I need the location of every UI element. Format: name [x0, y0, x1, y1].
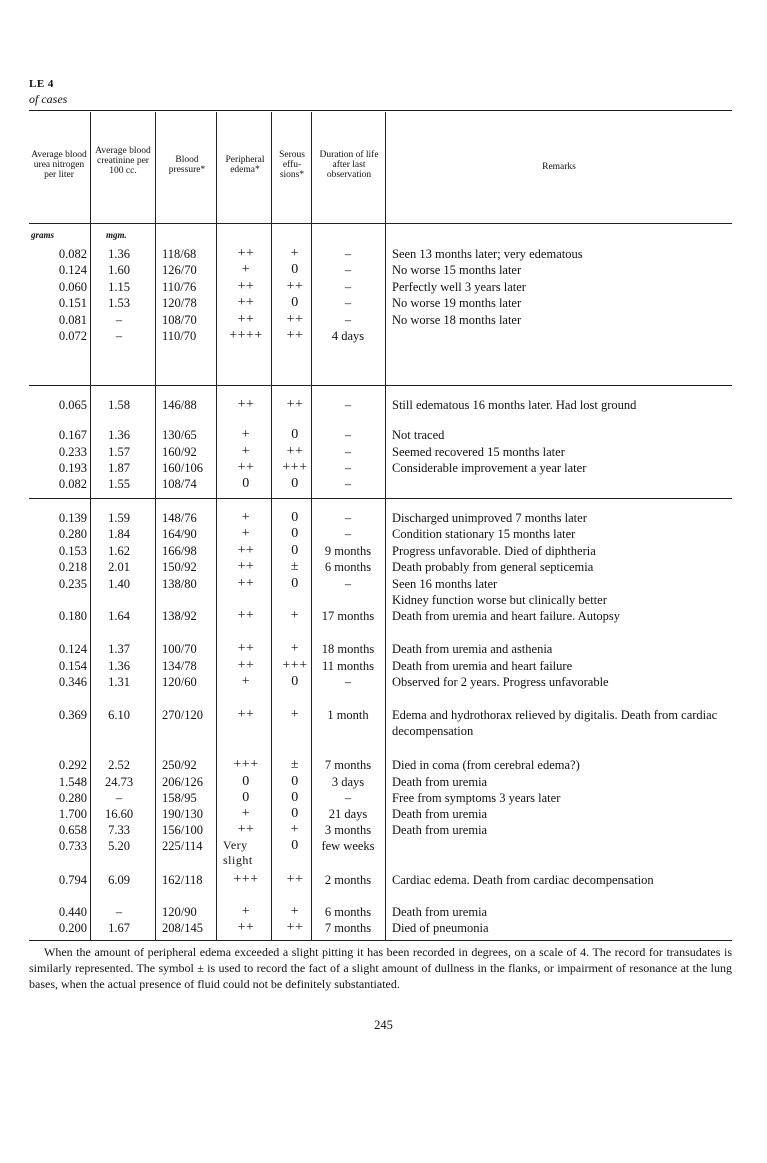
cell-serous: 0 [291, 674, 299, 689]
cell-edema: Very slight [223, 838, 253, 867]
cell-edema: ++ [237, 920, 255, 935]
cell-remarks: Death from uremia and heart failure. Autopsy [392, 609, 621, 623]
cell-serous: + [290, 707, 300, 722]
cell-remarks: Seen 16 months later [392, 577, 498, 591]
table-row [29, 328, 732, 344]
cell-serous: ++ [286, 312, 304, 327]
table-row [29, 774, 732, 790]
cell-edema: + [241, 806, 251, 821]
cell-remarks: Death from uremia and heart failure [392, 659, 573, 673]
cell-edema: +++ [233, 757, 259, 772]
cell-bp: 130/65 [162, 428, 197, 442]
cell-creat: 5.20 [108, 839, 130, 853]
cell-bun: 0.200 [58, 921, 87, 935]
cell-bp: 164/90 [162, 527, 197, 541]
cell-bp: 108/74 [162, 477, 197, 491]
cell-creat: 1.87 [108, 461, 130, 475]
cell-edema: + [241, 444, 251, 459]
cell-remarks: Death probably from general septicemia [392, 560, 594, 574]
cell-bun: 0.065 [58, 398, 87, 412]
cell-serous: 0 [291, 427, 299, 442]
cell-bp: 190/130 [162, 807, 203, 821]
cell-serous: + [290, 246, 300, 261]
cell-dur: – [344, 675, 352, 689]
cell-edema: 0 [242, 476, 250, 491]
cell-dur: – [344, 296, 352, 310]
cell-serous: 0 [291, 295, 299, 310]
table-row [29, 592, 732, 608]
cell-bun: 0.124 [58, 263, 87, 277]
cell-serous: ++ [286, 397, 304, 412]
cell-edema: ++ [237, 312, 255, 327]
cell-remarks: Free from symptoms 3 years later [392, 791, 561, 805]
cell-bp: 208/145 [162, 921, 203, 935]
cell-creat: 1.60 [108, 263, 130, 277]
cell-serous: 0 [291, 262, 299, 277]
cell-creat: 1.64 [108, 609, 130, 623]
cell-bp: 162/118 [162, 873, 203, 887]
cell-remarks: No worse 15 months later [392, 263, 522, 277]
cell-bun: 0.733 [58, 839, 87, 853]
cell-bun: 0.153 [58, 544, 87, 558]
cell-bun: 0.180 [58, 609, 87, 623]
cell-edema: ++ [237, 707, 255, 722]
cell-creat: 16.60 [104, 807, 134, 821]
table-row [29, 427, 732, 443]
cell-creat: 1.31 [108, 675, 130, 689]
table-row [29, 806, 732, 822]
cell-edema: +++ [233, 872, 259, 887]
section-rule [29, 498, 732, 499]
cell-remarks: Seemed recovered 15 months later [392, 445, 565, 459]
cell-bp: 110/76 [162, 280, 197, 294]
cell-dur: – [344, 247, 352, 261]
cell-serous: ++ [286, 444, 304, 459]
cell-serous: ± [290, 757, 300, 772]
units-creatinine: mgm. [106, 230, 127, 240]
cell-edema: ++ [237, 246, 255, 261]
cell-serous: 0 [291, 790, 299, 805]
cell-serous: +++ [282, 460, 308, 475]
cell-creat: 7.33 [108, 823, 130, 837]
cell-remarks: Death from uremia [392, 823, 488, 837]
table-row [29, 790, 732, 806]
cell-bp: 158/95 [162, 791, 197, 805]
table-row [29, 757, 732, 773]
cell-remarks: Death from uremia and asthenia [392, 642, 553, 656]
cell-bp: 166/98 [162, 544, 197, 558]
cell-bun: 0.060 [58, 280, 87, 294]
cell-bun: 0.081 [58, 313, 87, 327]
cell-dur: 17 months [321, 609, 375, 623]
cell-dur: 1 month [327, 708, 369, 722]
cell-remarks: Considerable improvement a year later [392, 461, 587, 475]
table-row [29, 295, 732, 311]
cell-edema: ++ [237, 295, 255, 310]
cell-remarks: Died of pneumonia [392, 921, 489, 935]
cell-bun: 0.151 [58, 296, 87, 310]
table-row [29, 674, 732, 690]
cell-bun: 0.218 [58, 560, 87, 574]
cell-dur: – [344, 263, 352, 277]
cell-dur: – [344, 477, 352, 491]
cell-dur: – [344, 428, 352, 442]
cell-bun: 0.658 [58, 823, 87, 837]
cell-dur: 7 months [324, 758, 372, 772]
cell-dur: – [344, 511, 352, 525]
table-row [29, 262, 732, 278]
table-row [29, 608, 732, 624]
top-rule [29, 110, 732, 111]
cell-edema: + [241, 510, 251, 525]
cell-dur: 3 months [324, 823, 372, 837]
cell-bp: 126/70 [162, 263, 197, 277]
cell-remarks: Death from uremia [392, 807, 488, 821]
table-row [29, 822, 732, 838]
cell-creat: 1.15 [108, 280, 130, 294]
table-row [29, 312, 732, 328]
cell-bun: 0.235 [58, 577, 87, 591]
table-row [29, 279, 732, 295]
cell-edema: ++ [237, 641, 255, 656]
cell-bp: 120/78 [162, 296, 197, 310]
cell-bun: 0.280 [58, 527, 87, 541]
cell-dur: – [344, 445, 352, 459]
table-row [29, 707, 732, 738]
cell-bp: 134/78 [162, 659, 197, 673]
cell-serous: 0 [291, 576, 299, 591]
cell-bun: 0.233 [58, 445, 87, 459]
cell-bun: 0.440 [58, 905, 87, 919]
table-row [29, 444, 732, 460]
cell-edema: ++++ [229, 328, 263, 343]
cell-creat: 1.36 [108, 428, 130, 442]
cell-bun: 0.082 [58, 477, 87, 491]
cell-remarks: Died in coma (from cerebral edema?) [392, 758, 580, 772]
cell-dur: – [344, 280, 352, 294]
cell-bp: 150/92 [162, 560, 197, 574]
table-row [29, 904, 732, 920]
col-head-duration: Duration of life after last observation [319, 150, 379, 180]
cell-bp: 206/126 [162, 775, 203, 789]
table-row [29, 526, 732, 542]
cell-serous: ++ [286, 872, 304, 887]
table-row [29, 543, 732, 559]
section-rule [29, 385, 732, 386]
col-head-remarks: Remarks [542, 162, 576, 172]
cell-creat: 1.84 [108, 527, 130, 541]
cell-remarks: Still edematous 16 months later. Had lost ground [392, 398, 637, 412]
cell-bun: 0.280 [58, 791, 87, 805]
cell-bp: 250/92 [162, 758, 197, 772]
cell-creat: 1.58 [108, 398, 130, 412]
cell-edema: + [241, 427, 251, 442]
col-head-blood-pressure: Blood pressure* [168, 155, 206, 175]
cell-creat: 1.57 [108, 445, 130, 459]
table-row [29, 576, 732, 592]
cell-creat: 1.62 [108, 544, 130, 558]
cell-edema: ++ [237, 608, 255, 623]
table-bottom-rule [29, 940, 732, 941]
cell-creat: 1.55 [108, 477, 130, 491]
cell-edema: ++ [237, 279, 255, 294]
table-row [29, 246, 732, 262]
cell-dur: 18 months [321, 642, 375, 656]
cell-bp: 138/80 [162, 577, 197, 591]
cell-bp: 270/120 [162, 708, 203, 722]
cell-bun: 0.167 [58, 428, 87, 442]
cell-serous: 0 [291, 806, 299, 821]
table-row [29, 397, 732, 413]
cell-remarks: Not traced [392, 428, 445, 442]
cell-serous: ± [290, 559, 300, 574]
cell-dur: 7 months [324, 921, 372, 935]
cell-remarks: Cardiac edema. Death from cardiac decompensation [392, 873, 654, 887]
header-bottom-rule [29, 223, 732, 224]
cell-dur: 21 days [328, 807, 368, 821]
cell-remarks: No worse 18 months later [392, 313, 522, 327]
cell-edema: ++ [237, 543, 255, 558]
cell-remarks: No worse 19 months later [392, 296, 522, 310]
cell-bun: 0.794 [58, 873, 87, 887]
cell-remarks: Edema and hydrothorax relieved by digitalis. Death from cardiac decompensation [392, 708, 718, 738]
cell-edema: ++ [237, 397, 255, 412]
table-row [29, 476, 732, 492]
cell-creat: – [115, 905, 123, 919]
cell-creat: – [115, 313, 123, 327]
cell-dur: 3 days [331, 775, 365, 789]
cell-creat: 1.36 [108, 659, 130, 673]
cell-bp: 110/70 [162, 329, 197, 343]
cell-serous: 0 [291, 526, 299, 541]
cell-bun: 0.193 [58, 461, 87, 475]
cell-bp: 148/76 [162, 511, 197, 525]
cell-serous: + [290, 608, 300, 623]
cell-remarks: Death from uremia [392, 905, 488, 919]
cell-serous: 0 [291, 774, 299, 789]
table-row [29, 920, 732, 936]
cell-serous: 0 [291, 838, 299, 853]
cell-dur: – [344, 577, 352, 591]
cell-dur: – [344, 791, 352, 805]
col-head-edema: Peripheral edema* [225, 155, 265, 175]
cell-creat: 1.37 [108, 642, 130, 656]
cell-serous: ++ [286, 279, 304, 294]
cell-serous: 0 [291, 510, 299, 525]
cell-creat: 1.59 [108, 511, 130, 525]
cell-bun: 0.369 [58, 708, 87, 722]
table-row [29, 838, 732, 867]
cell-remarks: Death from uremia [392, 775, 488, 789]
cell-dur: – [344, 313, 352, 327]
cell-edema: + [241, 674, 251, 689]
col-head-bun: Average blood urea nitrogen per liter [31, 150, 87, 180]
cell-serous: + [290, 822, 300, 837]
cell-bp: 138/92 [162, 609, 197, 623]
cell-edema: + [241, 262, 251, 277]
cell-serous: + [290, 641, 300, 656]
cell-remarks: Perfectly well 3 years later [392, 280, 526, 294]
cell-creat: 6.10 [108, 708, 130, 722]
table-label: LE 4 [29, 78, 54, 90]
cell-bun: 0.072 [58, 329, 87, 343]
cell-dur: 6 months [324, 560, 372, 574]
cell-creat: – [115, 791, 123, 805]
cell-edema: ++ [237, 658, 255, 673]
cell-remarks: Observed for 2 years. Progress unfavorable [392, 675, 609, 689]
cell-edema: ++ [237, 460, 255, 475]
cell-dur: 6 months [324, 905, 372, 919]
cell-serous: ++ [286, 920, 304, 935]
cell-remarks: Discharged unimproved 7 months later [392, 511, 587, 525]
cell-creat: 24.73 [104, 775, 134, 789]
cell-edema: ++ [237, 822, 255, 837]
table-row [29, 641, 732, 657]
cell-dur: 4 days [331, 329, 365, 343]
table-row [29, 658, 732, 674]
cell-edema: ++ [237, 576, 255, 591]
table-row [29, 872, 732, 888]
cell-serous: 0 [291, 543, 299, 558]
units-bun: grams [31, 230, 55, 240]
cell-creat: 1.67 [108, 921, 130, 935]
cell-bp: 120/90 [162, 905, 197, 919]
cell-edema: 0 [242, 774, 250, 789]
cell-serous: ++ [286, 328, 304, 343]
cell-serous: +++ [282, 658, 308, 673]
cell-bp: 146/88 [162, 398, 197, 412]
cell-bp: 160/92 [162, 445, 197, 459]
table-row [29, 559, 732, 575]
cell-remarks: Condition stationary 15 months later [392, 527, 576, 541]
cell-creat: 6.09 [108, 873, 130, 887]
cell-creat: 2.52 [108, 758, 130, 772]
cell-creat: 1.36 [108, 247, 130, 261]
cell-serous: 0 [291, 476, 299, 491]
cell-bp: 160/106 [162, 461, 203, 475]
cell-creat: 2.01 [108, 560, 130, 574]
col-head-creatinine: Average blood creatinine per 100 cc. [95, 146, 151, 176]
cell-remarks: Progress unfavorable. Died of diphtheria [392, 544, 596, 558]
cell-bun: 0.154 [58, 659, 87, 673]
cell-bun: 0.346 [58, 675, 87, 689]
cell-bp: 120/60 [162, 675, 197, 689]
cell-dur: few weeks [321, 839, 375, 853]
page-number: 245 [374, 1018, 393, 1032]
cell-remarks: Kidney function worse but clinically better [392, 593, 607, 607]
cell-edema: + [241, 526, 251, 541]
cell-bun: 0.292 [58, 758, 87, 772]
cell-dur: – [344, 527, 352, 541]
cell-bun: 1.548 [58, 775, 87, 789]
table-subtitle: of cases [29, 92, 68, 106]
cell-dur: 11 months [322, 659, 374, 673]
cell-dur: 9 months [324, 544, 372, 558]
cell-edema: + [241, 904, 251, 919]
table-row [29, 510, 732, 526]
cell-creat: – [115, 329, 123, 343]
col-head-serous: Serous effu- sions* [279, 150, 305, 180]
cell-edema: 0 [242, 790, 250, 805]
cell-bp: 156/100 [162, 823, 203, 837]
cell-dur: 2 months [324, 873, 372, 887]
cell-bp: 118/68 [162, 247, 197, 261]
cell-dur: – [344, 398, 352, 412]
footnote: When the amount of peripheral edema exceeded a slight pitting it has been recorded in degrees, on a scale of 4. The record for transudates is similarly represented. The symbol ± is used to record the fact of a slight amount of dullness in the flanks, or impairment of resonance at the lung bases, when the actual presence of fluid could not be definitely substantiated. [29, 945, 732, 991]
cell-remarks: Seen 13 months later; very edematous [392, 247, 583, 261]
cell-serous: + [290, 904, 300, 919]
cell-bp: 100/70 [162, 642, 197, 656]
table-row [29, 460, 732, 476]
cell-bun: 1.700 [58, 807, 87, 821]
cell-dur: – [344, 461, 352, 475]
cell-edema: ++ [237, 559, 255, 574]
cell-bun: 0.124 [58, 642, 87, 656]
cell-bp: 225/114 [162, 839, 203, 853]
cell-creat: 1.53 [108, 296, 130, 310]
cell-bun: 0.082 [58, 247, 87, 261]
cell-creat: 1.40 [108, 577, 130, 591]
cell-bp: 108/70 [162, 313, 197, 327]
cell-bun: 0.139 [58, 511, 87, 525]
